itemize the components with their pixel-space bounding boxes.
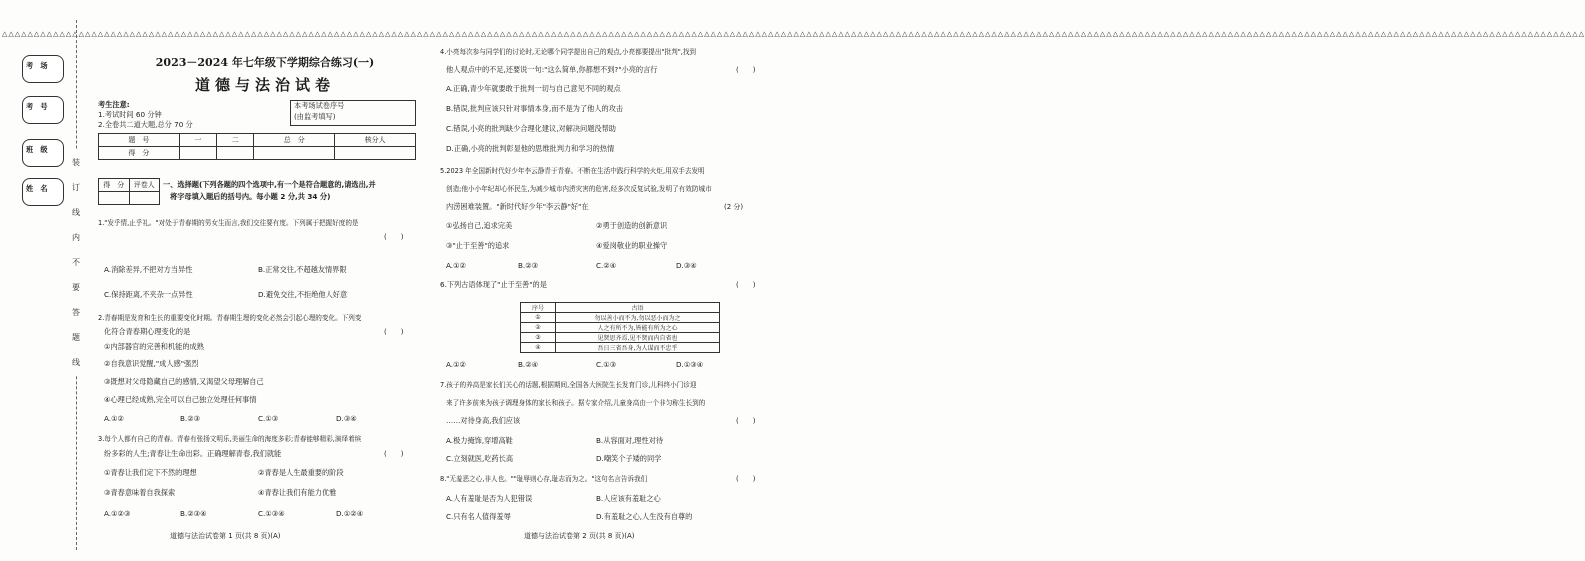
notes-heading: 考生注意: [98,100,130,109]
q6-table-header: 古语 [556,303,720,313]
footer-page-1: 道德与法治试卷第 1 页(共 8 页)(A) [170,532,281,540]
q7-option-c[interactable]: C.立刻就医,吃药长高 [446,454,514,463]
q6-row-index: ② [521,323,556,333]
q7-stem: 7.孩子的养高是家长们关心的话题,根据期间,全国各大医院生长发育门诊,儿科终小门诊迎 [440,381,697,389]
q7-option-d[interactable]: D.嘲笑个子矮的同学 [596,454,662,463]
exam-title: 道德与法治试卷 [194,76,335,94]
q2-item-2: ②自我意识觉醒,"成人感"强烈 [104,359,199,368]
q5-stem-2: 创造;他小小年纪却心怀民生,为减少城市内涝灾害的危害,经多次反复试验,发明了有效防城市 [446,185,712,193]
q2-option-d[interactable]: D.③④ [336,414,357,423]
q4-option-a[interactable]: A.正确,青少年就要敢于批判一切与自己意见不同的观点 [446,84,621,93]
q6-option-b[interactable]: B.②④ [518,360,539,369]
q1-answer-paren[interactable]: ( ) [384,233,404,241]
q2-stem: 2.青春期是发育和生长的重要变化时期。青春期生理的变化必然会引起心理的变化。下列变 [98,314,362,322]
q2-item-4: ④心理已经成熟,完全可以自己独立处理任何事情 [104,395,257,404]
q1-option-c[interactable]: C.保持距离,不夹杂一点异性 [104,290,193,299]
q6-stem: 6.下列古语体现了"止于至善"的是 [440,280,547,289]
notes-line2: 2.全卷共二道大题,总分 70 分 [98,120,193,129]
section1-instruction-2: 将字母填入题后的括号内。每小题 2 分,共 34 分) [170,192,331,201]
q6-proverb-table [520,302,720,353]
score-table-header: 总 分 [254,134,335,147]
q8-option-c[interactable]: C.只有名人值得羞辱 [446,512,511,521]
q7-option-b[interactable]: B.从容面对,理性对待 [596,436,664,445]
q4-stem-2: 他人观点中的不足,还要说一句:"这么简单,你都想不到?"小亮的言行 [446,65,658,74]
notes-line1: 1.考试时间 60 分钟 [98,110,162,119]
q5-stem: 5.2023 年全国新时代好少年李云静青于青春。不断在生活中践行科学的火炬,用双手去发明 [440,167,705,175]
q6-row-index: ③ [521,333,556,343]
section1-scorer-table: 得 分 评卷人 [98,178,160,205]
q6-option-a[interactable]: A.①② [446,360,466,369]
q6-row-text: 见贤思齐焉,见不贤而内自省也 [556,333,720,343]
q5-item-2: ②勇于创造的创新意识 [596,221,668,230]
q8-option-a[interactable]: A.人有羞耻是否为人犯错误 [446,494,533,503]
score-table-cell[interactable] [179,147,216,160]
seat-box-line1: 本考场试卷序号 [294,101,345,110]
q2-option-b[interactable]: B.②③ [180,414,201,423]
q6-option-c[interactable]: C.①③ [596,360,617,369]
q5-item-1: ①弘扬自己,追求完美 [446,221,513,230]
q5-item-4: ④爱岗敬业的职业操守 [596,241,668,250]
q3-answer-paren[interactable]: ( ) [384,450,404,458]
score-table [98,133,416,160]
q5-answer-paren[interactable]: (2 分) [724,203,744,211]
q8-answer-paren[interactable]: ( ) [736,475,756,483]
score-table-cell[interactable] [217,147,254,160]
q3-item-2: ②青春是人生最重要的阶段 [258,468,344,477]
q8-option-b[interactable]: B.人应该有羞耻之心 [596,494,661,503]
seal-text: 装 订 线 内 不 要 答 题 线 [70,150,82,375]
q7-answer-paren[interactable]: ( ) [736,417,756,425]
score-table-header: 二 [217,134,254,147]
q4-option-d[interactable]: D.正确,小亮的批判彰显他的思维批判力和学习的热情 [446,144,615,153]
q1-stem: 1."发乎情,止乎礼。"对处于青春期的男女生而言,我们交往要有度。下列属于把握好度的是 [98,219,359,227]
q3-option-d[interactable]: D.①②④ [336,509,364,518]
q1-option-a[interactable]: A.消除差异,不把对方当异性 [104,265,193,274]
q5-option-a[interactable]: A.①② [446,261,466,270]
score-table-header: 核分人 [335,134,416,147]
q6-option-d[interactable]: D.①③④ [676,360,704,369]
q6-row-index: ① [521,313,556,323]
q2-option-c[interactable]: C.①③ [258,414,279,423]
q2-option-a[interactable]: A.①② [104,414,124,423]
q5-stem-3: 内涝困难装置。"新时代好少年"李云静"好"在 [446,202,589,211]
q4-option-c[interactable]: C.错误,小亮的批判缺少合理化建议,对解决问题没帮助 [446,124,617,133]
class-label: 班 级 [26,145,48,154]
q3-stem: 3.每个人都有自己的青春。青春有张扬文明乐,美丽生命的海度多彩;青春能够精彩,演绎着缤 [98,435,362,443]
q3-option-c[interactable]: C.①③④ [258,509,285,518]
q1-option-d[interactable]: D.避免交往,不拒绝他人好意 [258,290,348,299]
q7-stem-2: 来了许多前来为孩子调理身体的家长和孩子。据专家介绍,儿童身高由一个非匀称生长到的 [446,399,706,407]
q4-stem: 4.小亮每次参与同学们的讨论时,无论哪个同学提出自己的观点,小亮都要提出"批判",找到 [440,48,697,56]
q5-option-b[interactable]: B.②③ [518,261,539,270]
q6-table-header: 序号 [521,303,556,313]
footer-page-2: 道德与法治试卷第 2 页(共 8 页)(A) [524,532,635,540]
q2-stem-2: 化符合青春期心理变化的是 [104,327,191,336]
q3-item-1: ①青春让我们定下不然的理想 [104,468,197,477]
q7-stem-3: ……对待身高,我们应该 [446,416,521,425]
name-label: 姓 名 [26,184,48,193]
q8-option-d[interactable]: D.有羞耻之心,人生没有自尊的 [596,512,693,521]
decorative-triangle-strip: △△△△△△△△△△△△△△△△△△△△△△△△△△△△△△△△△△△△△△△△△△△△△△△△△△△△△△△△△△△△△△△△△△△△△△△△△△△△△△△△△△△△△△△△△△△△△△△△△△△△△△△△△△△△△△△△△△△△△△△△△△△△△△△△△△△△△△△△△△△△△△△△△△△△△△△△△△△△△△△△△△△△△△△△△△△△△△△△△△△△△△△△△△△△△△△△△△△△△△△△△△△△△△△△△△△△△△△△△△△△△△△△△△△△△△△△△△△△△△△△△△△△△△△△ [2,30,1585,38]
q6-row-text: 吾日三省吾身,为人谋而不忠乎 [556,343,720,353]
q3-item-3: ③青春意味着自我探索 [104,488,176,497]
exam-number-label: 考 号 [26,102,48,111]
q3-option-a[interactable]: A.①②③ [104,509,131,518]
q6-row-text: 勿以善小而不为,勿以恶小而为之 [556,313,720,323]
q3-option-b[interactable]: B.②③④ [180,509,207,518]
score-table-header: 题 号 [99,134,180,147]
q6-row-index: ④ [521,343,556,353]
q1-option-b[interactable]: B.正常交往,不超越友情界限 [258,265,347,274]
q7-option-a[interactable]: A.极力掩饰,穿增高鞋 [446,436,513,445]
q3-stem-2: 纷多彩的人生;青春让生命出彩。正确理解青春,我们就能 [104,449,282,458]
q5-option-d[interactable]: D.③④ [676,261,697,270]
q2-answer-paren[interactable]: ( ) [384,328,404,336]
exam-subtitle: 2023－2024 年七年级下学期综合练习(一) [155,56,375,69]
exam-room-label: 考 场 [26,61,48,70]
section1-instruction: 一、选择题(下列各题的四个选项中,有一个是符合题意的,请选出,并 [163,180,376,189]
score-table-cell[interactable] [335,147,416,160]
score-table-cell[interactable] [254,147,335,160]
q6-answer-paren[interactable]: ( ) [736,281,756,289]
seat-box-line2: (由监考填写) [294,112,336,121]
q4-answer-paren[interactable]: ( ) [736,66,756,74]
q2-item-3: ③既想对父母隐藏自己的感情,又渴望父母理解自己 [104,377,264,386]
q4-option-b[interactable]: B.错误,批判应该只针对事情本身,而不是为了他人的攻击 [446,104,624,113]
q2-item-1: ①内部器官的完善和机能的成熟 [104,342,204,351]
q5-option-c[interactable]: C.②④ [596,261,617,270]
score-table-header: 一 [179,134,216,147]
q5-item-3: ③"止于至善"的追求 [446,241,510,250]
q8-stem: 8."无羞恶之心,非人也。""耻辱则心存,耻志而为之。"这句名言告诉我们 [440,475,648,483]
q3-item-4: ④青春让我们有能力优雅 [258,488,337,497]
score-table-cell: 得 分 [99,147,180,160]
q6-row-text: 人之有所不为,皆能有所为之心 [556,323,720,333]
